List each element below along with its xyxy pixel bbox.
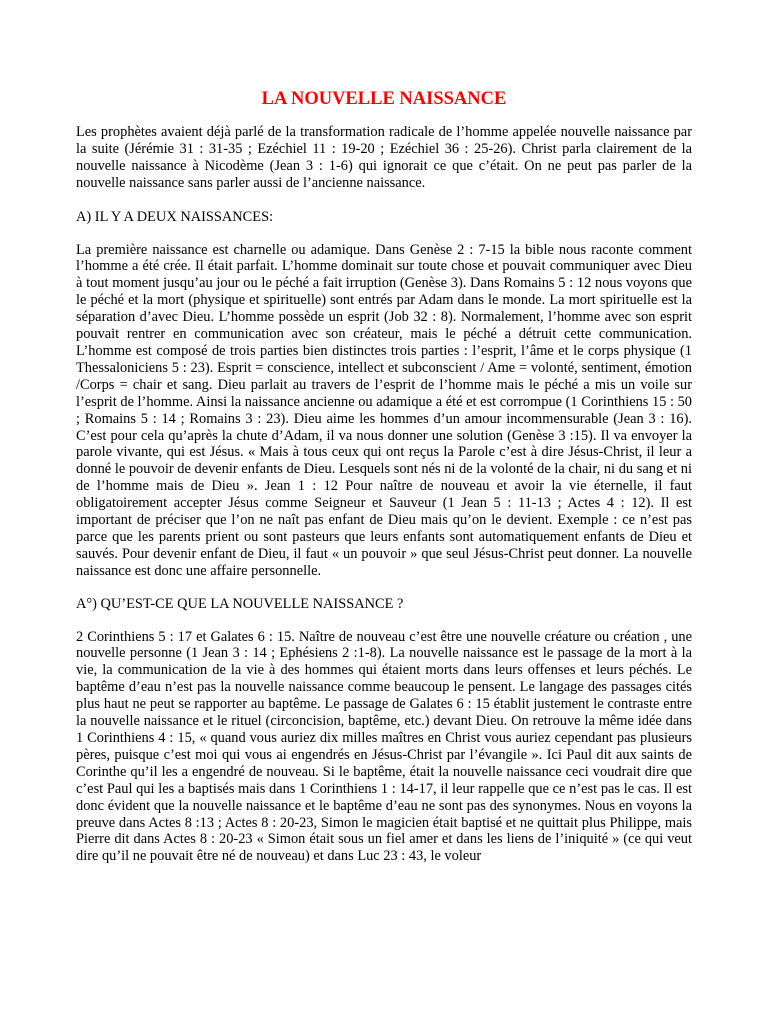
intro-paragraph: Les prophètes avaient déjà parlé de la transformation radicale de l’homme appelée nouvelle naissance par la suite (Jérémie 31 : 31-35 ; Ezéchiel 11 : 19-20 ; Ezéchiel 36 : 25-26). Christ parla clairement de la nouvelle naissance à Nicodème (Jean 3 : 1-6) qui ignorait ce que c’était. On ne peut pas parler de la nouvelle naissance sans parler aussi de l’ancienne naissance. (76, 124, 692, 191)
section-a-paragraph: La première naissance est charnelle ou adamique. Dans Genèse 2 : 7-15 la bible nous raconte comment l’homme a été crée. Il était parfait. L’homme dominait sur toute chose et pouvait communiquer avec Dieu à tout moment jusqu’au jour ou le péché a fait irruption (Genèse 3). Dans Romains 5 : 12 nous voyons que le péché et la mort (physique et spirituelle) sont entrés par Adam dans le monde. La mort spirituelle est la séparation d’avec Dieu. L’homme possède un esprit (Job 32 : 8). Normalement, l’homme avec son esprit pouvait rentrer en communication avec son créateur, mais le péché a détruit cette communication. L’homme est composé de trois parties bien distinctes trois parties : l’esprit, l’âme et le corps physique (1 Thessaloniciens 5 : 23). Esprit = conscience, intellect et subconscient / Ame = volonté, sentiment, émotion /Corps = chair et sang. Dieu parlait au travers de l’esprit de l’homme mais le péché a mis un voile sur l’esprit de l’homme. Ainsi la naissance ancienne ou adamique a été et est corrompue (1 Corinthiens 15 : 50 ; Romains 5 : 14 ; Romains 3 : 23). Dieu aime les hommes d’un amour incommensurable (Jean 3 : 16). C’est pour cela qu’après la chute d’Adam, il va nous donner une solution (Genèse 3 :15). Il va envoyer la parole vivante, qui est Jésus. « Mais à tous ceux qui ont reçus la Parole c’est à dire Jésus-Christ, il leur a donné le pouvoir de devenir enfants de Dieu. Lesquels sont nés ni de la volonté de la chair, ni du sang et ni de l’homme mais de Dieu ». Jean 1 : 12 Pour naître de nouveau et avoir la vie éternelle, il faut obligatoirement accepter Jésus comme Seigneur et Sauveur (1 Jean 5 : 11-13 ; Actes 4 : 12). Il est important de préciser que l’on ne naît pas enfant de Dieu mais qu’on le devient. Exemple : ce n’est pas parce que les parents prient ou sont pasteurs que leurs enfants sont automatiquement enfants de Dieu et sauvés. Pour devenir enfant de Dieu, il faut « un pouvoir » que seul Jésus-Christ peut donner. La nouvelle naissance est donc une affaire personnelle. (76, 241, 692, 579)
section-a2-heading: A°) QU’EST-CE QUE LA NOUVELLE NAISSANCE ? (76, 595, 404, 612)
document-title: LA NOUVELLE NAISSANCE (261, 89, 507, 109)
spacer (76, 226, 692, 242)
section-a-heading: A) IL Y A DEUX NAISSANCES: (76, 208, 274, 225)
spacer (76, 192, 692, 209)
document-page (76, 84, 692, 865)
spacer (76, 580, 692, 596)
spacer (76, 613, 692, 629)
section-a2-paragraph: 2 Corinthiens 5 : 17 et Galates 6 : 15. Naître de nouveau c’est être une nouvelle créature ou création , une nouvelle personne (1 Jean 3 : 14 ; Ephésiens 2 :1-8). La nouvelle naissance est le passage de la mort à la vie, la communication de la vie à des hommes qui étaient morts dans leurs offenses et leurs péchés. Le baptême d’eau n’est pas la nouvelle naissance comme beaucoup le pensent. Le langage des passages cités plus haut ne peut se rapporter au baptême. Le passage de Galates 6 : 15 établit justement le contraste entre la nouvelle naissance et le rituel (circoncision, baptême, etc.) devant Dieu. On retrouve la même idée dans 1 Corinthiens 4 : 15, « quand vous auriez dix milles maîtres en Christ vous auriez cependant pas plusieurs pères, puisque c’est moi qui vous ai engendrés en Jésus-Christ par l’évangile ». Ici Paul dit aux saints de Corinthe qu’il les a engendré de nouveau. Si le baptême, était la nouvelle naissance ceci voudrait dire que c’est Paul qui les a baptisés mais dans 1 Corinthiens 1 : 14-17, il leur rappelle que ce n’est pas le cas. Il est donc évident que la nouvelle naissance et le baptême d’eau ne sont pas des synonymes. Nous en voyons la preuve dans Actes 8 :13 ; Actes 8 : 20-23, Simon le magicien était baptisé et ne quittait plus Philippe, mais Pierre dit dans Actes 8 : 20-23 « Simon était sous un fiel amer et dans les liens de l’iniquité » (ce qui veut dire qu’il ne pouvait être né de nouveau) et dans Luc 23 : 43, le voleur (76, 628, 692, 865)
